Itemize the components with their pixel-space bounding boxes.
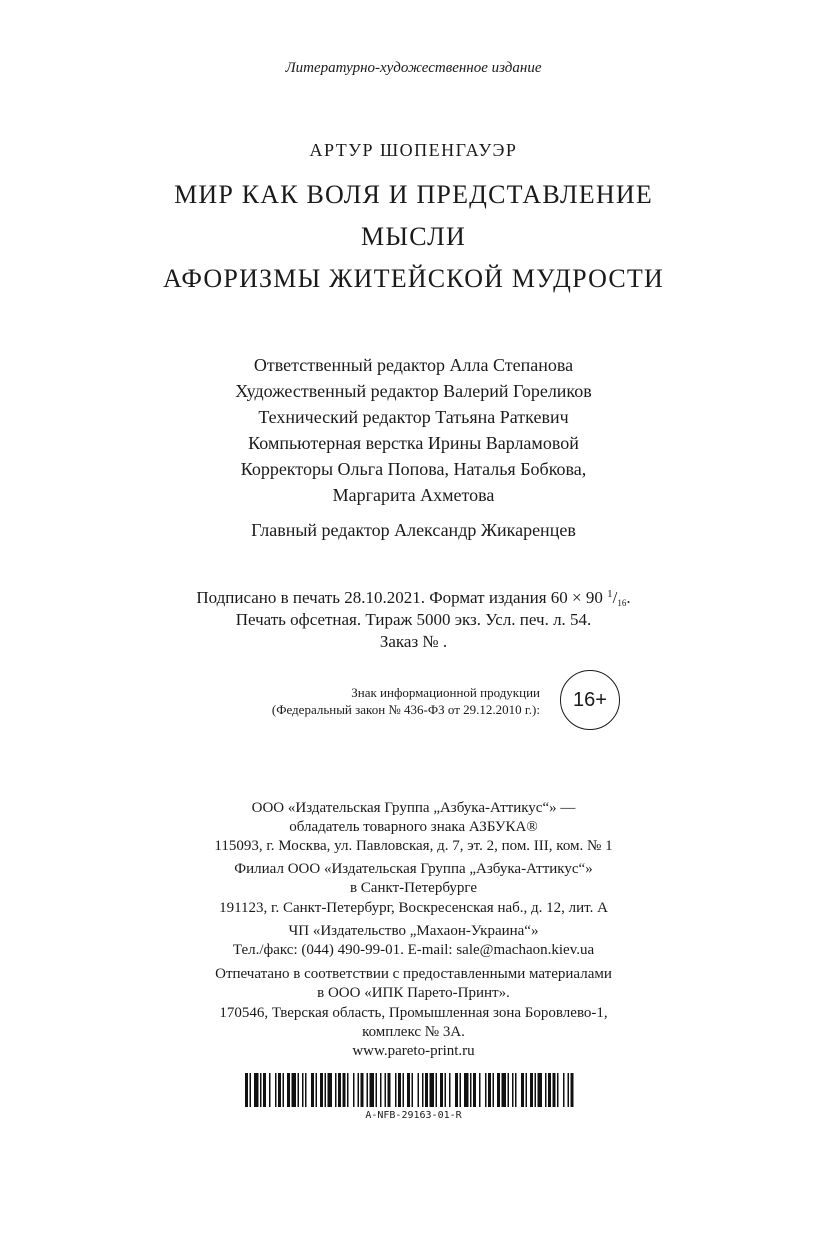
barcode-bar: [292, 1073, 297, 1107]
barcode-bar: [548, 1073, 551, 1107]
publisher-line: Отпечатано в соответствии с предоставленными материалами: [215, 966, 612, 982]
age-rating-block: [271, 670, 620, 740]
chief-editor: Главный редактор Александр Жикаренцев: [251, 520, 576, 540]
barcode-bar: [479, 1073, 481, 1107]
barcode-bar: [512, 1073, 514, 1107]
barcode-bar: [440, 1073, 443, 1107]
barcode-bar: [343, 1073, 346, 1107]
print-run-line: Печать офсетная. Тираж 5000 экз. Усл. печ. л. 54.: [235, 610, 592, 629]
barcode-bar: [358, 1073, 360, 1107]
barcode-bar: [403, 1073, 405, 1107]
barcode-bar: [305, 1073, 307, 1107]
barcode-bar: [568, 1073, 570, 1107]
barcode-bar: [407, 1073, 410, 1107]
barcode-bar: [398, 1073, 401, 1107]
age-rating-line-1: Знак информационной продукции: [351, 685, 540, 700]
age-rating-text: [272, 684, 540, 718]
barcode-bar: [470, 1073, 472, 1107]
barcode-bar: [380, 1073, 382, 1107]
barcode-bar: [302, 1073, 304, 1107]
barcode-bar: [325, 1073, 327, 1107]
barcode-bar: [250, 1073, 252, 1107]
publisher-line: обладатель товарного знака АЗБУКА®: [289, 819, 538, 835]
credit-line: Компьютерная верстка Ирины Варламовой: [248, 433, 579, 453]
barcode-bar: [260, 1073, 262, 1107]
barcode-bar: [328, 1073, 333, 1107]
barcode-bar: [320, 1073, 323, 1107]
barcode-bar: [347, 1073, 349, 1107]
barcode-bar: [353, 1073, 355, 1107]
barcode-bar: [538, 1073, 543, 1107]
publisher-line: 191123, г. Санкт-Петербург, Воскресенская наб., д. 12, лит. А: [219, 900, 608, 916]
barcode-bar: [338, 1073, 341, 1107]
barcode-graphic: [245, 1073, 575, 1107]
barcode-bar: [245, 1073, 248, 1107]
barcode-bar: [436, 1073, 438, 1107]
barcode-bar: [488, 1073, 491, 1107]
credit-line: Корректоры Ольга Попова, Наталья Бобкова,: [240, 459, 587, 479]
book-title-2: МЫСЛИ: [361, 222, 466, 251]
credit-line: Технический редактор Татьяна Раткевич: [258, 407, 569, 427]
publisher-line: Тел./факс: (044) 490-99-01. E-mail: sale@machaon.kiev.ua: [232, 942, 595, 958]
barcode-bar: [553, 1073, 556, 1107]
order-number-line: Заказ № .: [379, 632, 448, 651]
barcode-bar: [361, 1073, 364, 1107]
print-signed-line: Подписано в печать 28.10.2021. Формат издания 60 × 90 $^1/_{16}$.: [196, 588, 631, 608]
genre-label: Литературно-художественное издание: [285, 60, 542, 76]
format-fraction-denominator: 16: [617, 598, 627, 608]
age-rating-badge: 16+: [560, 670, 620, 730]
barcode-bar: [521, 1073, 524, 1107]
barcode-text: A-NFB-29163-01-R: [365, 1110, 462, 1121]
credit-line: Художественный редактор Валерий Гореликов: [235, 381, 592, 401]
publisher-line: комплекс № 3А.: [362, 1024, 465, 1040]
barcode-bar: [449, 1073, 451, 1107]
barcode-bar: [269, 1073, 271, 1107]
barcode-bar: [545, 1073, 547, 1107]
book-title-3: АФОРИЗМЫ ЖИТЕЙСКОЙ МУДРОСТИ: [163, 264, 664, 293]
barcode-bar: [485, 1073, 487, 1107]
format-fraction-end: .: [626, 588, 631, 607]
barcode-bar: [515, 1073, 517, 1107]
barcode-bar: [311, 1073, 314, 1107]
publisher-line: ЧП «Издательство „Махаон-Украина“»: [288, 923, 539, 939]
credit-line: Маргарита Ахметова: [332, 485, 495, 505]
barcode-bar: [412, 1073, 414, 1107]
publisher-line: в ООО «ИПК Парето-Принт».: [317, 985, 510, 1001]
barcode-bar: [445, 1073, 447, 1107]
barcode: [245, 1073, 575, 1107]
publisher-line: 170546, Тверская область, Промышленная зона Боровлево-1,: [219, 1005, 608, 1021]
publisher-line: Филиал ООО «Издательская Группа „Азбука-Аттикус“»: [234, 861, 593, 877]
barcode-bar: [422, 1073, 424, 1107]
barcode-bar: [425, 1073, 428, 1107]
publisher-line: в Санкт-Петербурге: [349, 880, 478, 896]
credit-line: Ответственный редактор Алла Степанова: [253, 355, 574, 375]
barcode-bar: [298, 1073, 300, 1107]
barcode-bar: [254, 1073, 259, 1107]
barcode-bar: [367, 1073, 369, 1107]
barcode-bar: [275, 1073, 277, 1107]
barcode-bar: [557, 1073, 559, 1107]
barcode-bar: [335, 1073, 337, 1107]
barcode-bar: [493, 1073, 495, 1107]
barcode-bar: [535, 1073, 537, 1107]
barcode-bar: [385, 1073, 387, 1107]
print-signed-text: Подписано в печать 28.10.2021. Формат издания 60 × 90: [196, 588, 608, 607]
age-rating-line-2: (Федеральный закон № 436-ФЗ от 29.12.2010 г.):: [271, 702, 540, 717]
barcode-bar: [571, 1073, 574, 1107]
barcode-bar: [278, 1073, 281, 1107]
publisher-url: www.pareto-print.ru: [352, 1043, 475, 1059]
barcode-bar: [530, 1073, 533, 1107]
author-name: АРТУР ШОПЕНГАУЭР: [309, 140, 518, 160]
barcode-bar: [497, 1073, 500, 1107]
publisher-line: ООО «Издательская Группа „Азбука-Аттикус“» —: [251, 800, 576, 816]
barcode-bar: [473, 1073, 476, 1107]
barcode-bar: [526, 1073, 528, 1107]
book-title-1: МИР КАК ВОЛЯ И ПРЕДСТАВЛЕНИЕ: [174, 180, 653, 209]
barcode-bar: [370, 1073, 375, 1107]
barcode-bar: [430, 1073, 435, 1107]
publisher-line: 115093, г. Москва, ул. Павловская, д. 7, эт. 2, пом. III, ком. № 1: [214, 838, 613, 854]
format-fraction-numerator: 1: [607, 588, 613, 600]
barcode-bar: [388, 1073, 391, 1107]
barcode-bar: [376, 1073, 378, 1107]
barcode-bar: [263, 1073, 266, 1107]
barcode-bar: [508, 1073, 510, 1107]
barcode-bar: [460, 1073, 462, 1107]
barcode-bar: [464, 1073, 469, 1107]
barcode-bar: [502, 1073, 507, 1107]
barcode-bar: [563, 1073, 565, 1107]
barcode-bar: [287, 1073, 290, 1107]
barcode-bar: [455, 1073, 458, 1107]
barcode-bar: [418, 1073, 420, 1107]
barcode-bar: [283, 1073, 285, 1107]
barcode-bar: [395, 1073, 397, 1107]
barcode-bar: [316, 1073, 318, 1107]
